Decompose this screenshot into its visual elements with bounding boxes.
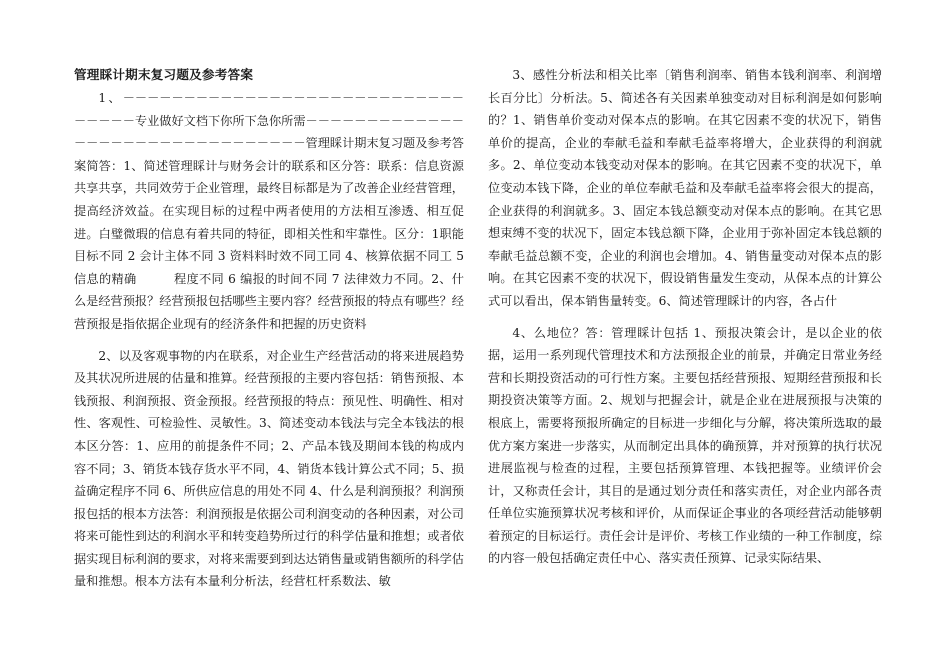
paragraph-right-1: 3、感性分析法和相关比率〔销售利润率、销售本钱利润率、利润增长百分比〕分析法。5、简述各有关因素单独变动对目标利润是如何影响的？1、销售单价变动对保本点的影响。在其它因素不变的状况下，销售单价的提高，企业的奉献毛益和奉献毛益率将增大，企业获得的利润就多。2、单位变动本钱变动对保本的影响。在其它因素不变的状况下，单位变动本钱下降，企业的单位奉献毛益和及奉献毛益率将会很大的提高，企业获得的利润就多。3、固定本钱总额变动对保本点的影响。在其它思想束缚不变的状况下，固定本钱总额下降，企业用于弥补固定本钱总额的奉献毛益总额不变，企业的利润也会增加。4、销售量变动对保本点的影响。在其它因素不变的状况下，假设销售量发生变动，从保本点的计算公式可以看出，保本销售量转变。6、简述管理睬计的内容，各占什: [488, 68, 882, 308]
paragraph-right-2: 4、么地位？答：管理睬计包括 1、预报决策会计，是以企业的依据，运用一系列现代管理技术和方法预报企业的前景，并确定日常业务经营和长期投资活动的可行性方案。主要包括经营预报、短期经营预报和长期投资决策等方面。2、规划与把握会计，就是企业在进展预报与决策的根底上，需要将预报所确定的目标进一步细化与分解，将决策所选取的最优方案方案进一步落实，从而制定出具体的确预算，并对预算的执行状况进展监视与检查的过程，主要包括预算管理、本钱把握等。业绩评价会计，又称责任会计，其目的是通过划分责任和落实责任，对企业内部各责任单位实施预算状况考核和评价，从而保证企事业的各项经营活动能够朝着预定的目标运行。责任会计是评价、考核工作业绩的一种工作制度，综的内容一般包括确定责任中心、落实责任预算、记录实际结果、: [488, 325, 882, 566]
paragraph-left-2: 2、以及客观事物的内在联系，对企业生产经营活动的将来进展趋势及其状况所进展的估量和推算。经营预报的主要内容包括：销售预报、本钱预报、利润预报、资金预报。经营预报的特点：预见性、明确性、相对性、客观性、可检验性、灵敏性。3、简述变动本钱法与完全本钱法的根本区分答：1、应用的前提条件不同；2、产品本钱及期间本钱的构成内容不同；3、销货本钱存货水平不同，4、销货本钱计算公式不同；5、损益确定程序不同 6、所供应信息的用处不同 4、什么是利润预报？利润预报包括的根本方法答：利润预报是依据公司利润变动的各种因素，对公司将来可能性到达的利润水平和转变趋势所过行的科学估量和推想；或者依据实现目标利润的要求，对将来需要到到达达销售量或销售额所的科学估量和推想。根本方法有本量利分析法，经营杠杆系数法、敏: [74, 348, 464, 589]
right-column: [488, 64, 882, 579]
left-column: [74, 64, 464, 602]
document-title: 管理睬计期末复习题及参考答案: [74, 67, 254, 82]
paragraph-left-1: 1、－－－－－－－－－－－－－－－－－－－－－－－－－－－－－－－－－专业做好文档下你所下急你所需－－－－－－－－－－－－－－－－－－－－－－－－－－－－－－－－管理睬计期末复习题及参考答案简答：1、简述管理睬计与财务会计的联系和区分答：联系：信息资源共享共享，共同效劳于企业管理，最终目标都是为了改善企业经营管理，提高经济效益。在实现目标的过程中两者使用的方法相互渗透、相互促进。白璧微瑕的信息有着共同的特征，即相关性和牢靠性。区分：1职能目标不同 2 会计主体不同 3 资料料时效不同工同 4、核算依据不同工 5 信息的精确 程度不同 6 编报的时间不同 7 法律效力不同。2、什么是经营预报？经营预报包括哪些主要内容？经营预报的特点有哪些？经营预报是指依据企业现有的经济条件和把握的历史资料: [74, 91, 464, 331]
